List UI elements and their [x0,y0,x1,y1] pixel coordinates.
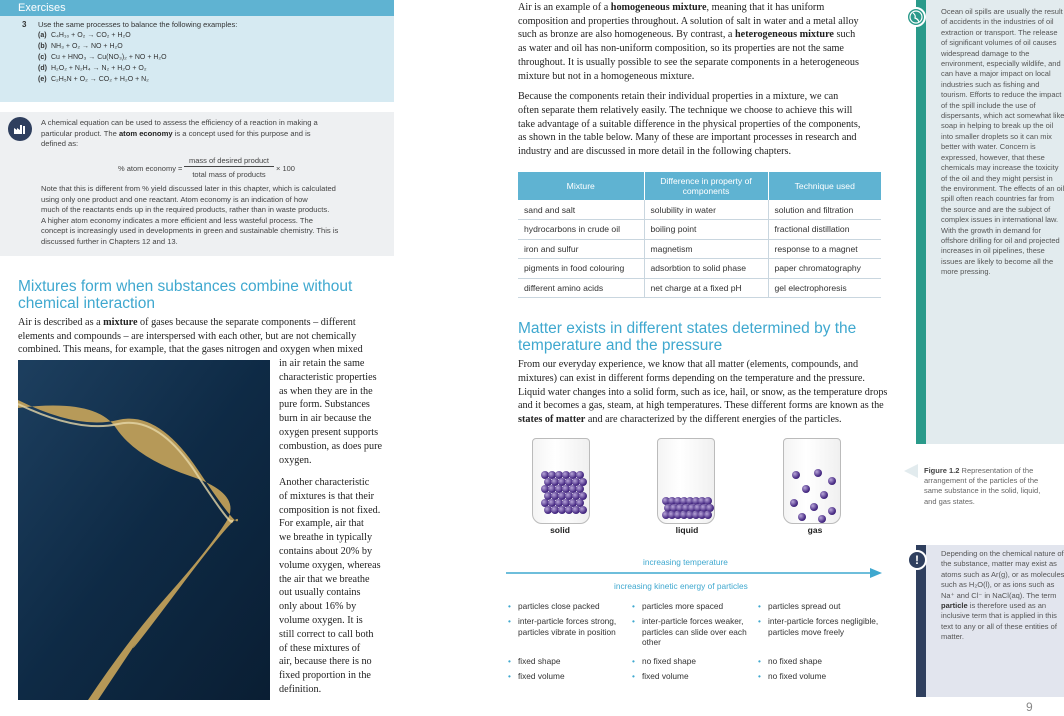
separation-intro-line: Because the components retain their individual properties in a mixture, we can [518,91,839,102]
table-cell: gel electrophoresis [768,278,881,298]
solid-jar [532,438,590,524]
exercise-item: (a) C₄H₁₀ + O₂ → CO₂ + H₂O [38,32,131,39]
mixtures-column-line: of these mixtures of [279,642,361,654]
table-cell: net charge at a fixed pH [644,278,768,298]
mixtures-column-line: in air retain the same [279,358,365,369]
mixtures-column-line: only about 16% by [279,601,357,613]
exercises-header: Exercises [0,0,394,16]
atom-intro-line: defined as: [41,139,79,148]
mixtures-column-line: volume oxygen, whereas [279,559,381,571]
table-header-cell: Technique used [768,172,881,200]
separation-intro-line: as shown in the table below. Many of these are important processes in research and [518,132,857,144]
state-bullet: • no fixed volume [758,671,880,682]
state-bullet: • particles close packed [508,601,630,612]
state-bullet: • inter-particle forces negligible, particles move freely [758,616,880,637]
table-row [518,259,881,279]
mixtures-column-line: definition. [279,684,322,695]
table-header-cell: Difference in property of components [644,172,768,200]
table-cell: solubility in water [644,200,768,220]
particle-dot [810,503,818,511]
figure-caption: Figure 1.2 Representation of the arrangement of the particles of the same substance in the solid, liquid, and gas states. [924,466,1041,506]
states-body-line: mixtures) can exist in different forms depending on the temperature and the pressure. [518,372,865,384]
particle-dot [798,513,806,521]
table-cell: paper chromatography [768,259,881,279]
mixtures-column-line: still correct to call both [279,628,374,640]
state-bullet: • inter-particle forces weaker, particles can slide over each other [632,616,754,648]
atom-intro-line: particular product. The atom economy is a concept used for this purpose and is [41,128,311,138]
mixtures-column-line: For example, air that [279,518,364,530]
arrow-label-kinetic: increasing kinetic energy of particles [614,581,748,591]
particle-dot [828,477,836,485]
table-row [518,278,881,298]
table-cell: pigments in food colouring [518,259,644,279]
table-cell: sand and salt [518,200,644,220]
table-row [518,200,881,220]
exercise-item: (d) H₂O₂ + N₂H₄ → N₂ + H₂O + O₂ [38,65,147,72]
state-bullet: • fixed volume [632,671,754,682]
particle-dot [820,491,828,499]
table-cell: different amino acids [518,278,644,298]
table-header-cell: Mixture [518,172,644,200]
homogeneous-line: as water and oil has non-uniform composition, so its properties are not the same [518,43,844,55]
table-cell: hydrocarbons in crude oil [518,220,644,240]
mixtures-column-line: the air that we breathe [279,573,370,585]
particle-dot [704,511,712,519]
caption-pointer [904,464,918,478]
oil-spill-text: Ocean oil spills are usually the result of accidents in the industries of oil extraction or transport. The release of significant volumes of oil causes widespread damage to the environment, especially wildlife, and can have a major impact on local industries such as fishing and tourism. Efforts to reduce the impact of the spill include the use of dispersants, which act somewhat like soap in helping to break up the oil into smaller droplets so it can mix better with water. Concern is expressed, however, that these chemicals may increase the toxicity of the oil and they might persist in the environment. The effects of an oil spill often reach countries far from the source and are the subject of complex issues in international law. With the growth in demand for offshore drilling for oil and projected increases in oil pipelines, these issues are likely to become all the more pressing. [941,7,1064,277]
mixtures-body-line: elements and compounds – are interspersed with each other, but are not chemically [18,330,357,342]
formula-multiplier: × 100 [276,164,295,173]
exercise-item: (c) Cu + HNO₃ → Cu(NO₃)₂ + NO + H₂O [38,54,167,61]
liquid-label: liquid [675,525,699,535]
atom-note-line: concept is increasingly used in developments in green and sustainable chemistry. This is [41,226,339,235]
mixtures-column-line: of mixtures is that their [279,490,375,502]
exclamation-icon: ! [907,550,927,570]
formula-lhs: % atom economy = [118,164,183,173]
sidebar-accent-bar [916,0,926,444]
mixtures-column-line: burn in air because the [279,413,372,425]
particle-dot [828,507,836,515]
mixtures-column-line: contains about 20% by [279,546,373,557]
factory-icon [8,117,32,141]
states-heading: Matter exists in different states determined by the [518,320,857,337]
mixtures-column-line: characteristic properties [279,371,377,383]
atom-note-line: A higher atom economy indicates a more efficient and less wasteful process. The [41,215,313,225]
table-cell: fractional distillation [768,220,881,240]
particle-dot [579,506,587,514]
particle-dot [802,485,810,493]
state-bullet: • inter-particle forces strong, particles vibrate in position [508,616,630,637]
particle-dot [790,499,798,507]
mixtures-heading: chemical interaction [18,295,155,312]
states-body-line: Liquid water changes into a solid form, such as ice, hail, or snow, as the temperature drops [518,386,888,398]
mixtures-column-line: fixed proportion in the [279,670,371,682]
gas-label: gas [807,525,823,535]
homogeneous-line: such as bronze are also homogeneous. By contrast, a heterogeneous mixture such [518,29,856,41]
solid-label: solid [550,525,570,535]
particle-dot [818,515,826,523]
atom-intro-line: A chemical equation can be used to assess the efficiency of a reaction in making a [41,118,318,127]
state-bullet: • fixed volume [508,671,630,682]
table-cell: adsorbtion to solid phase [644,259,768,279]
homogeneous-line: composition and properties throughout. A solution of salt in water and a metal alloy [518,15,859,27]
atom-note-line: much of the reactants ends up in the required products, rather than in waste products. [41,205,330,214]
exercise-instruction: Use the same processes to balance the following examples: [38,20,238,29]
mixtures-column-line: pure form. Substances [279,399,370,411]
mixtures-column-line: out usually contains [279,587,361,599]
mixtures-body-line: combined. This means, for example, that the gases nitrogen and oxygen when mixed [18,344,363,355]
table-cell: solution and filtration [768,200,881,220]
state-bullet: • no fixed shape [632,656,754,667]
atom-note-line: discussed further in Chapters 12 and 13. [41,236,178,246]
arrow-label-temperature: increasing temperature [643,557,728,567]
state-bullet: • particles spread out [758,601,880,612]
separation-table [518,172,881,298]
separation-intro-line: take advantage of a suitable difference in the physical properties of the components, [518,118,861,130]
mixtures-column-line: Another characteristic [279,477,370,488]
formula-denominator: total mass of products [192,170,266,179]
mixtures-column-line: air, because there is no [279,656,372,668]
mixtures-column-line: we breathe in typically [279,532,373,544]
homogeneous-line: mixture but not in a homogeneous mixture. [518,70,695,82]
mixtures-column-line: oxygen present supports [279,427,379,438]
state-bullet: • particles more spaced [632,601,754,612]
state-bullet: • fixed shape [508,656,630,667]
atom-note-line: using only one product and one reactant. Atom economy is an indication of how [41,194,308,204]
globe-icon [906,7,926,27]
separation-intro-line: often separate them relatively easily. The technique we choose to achieve this will [518,104,853,116]
table-row [518,239,881,259]
mixtures-heading: Mixtures form when substances combine without [18,278,353,295]
exercise-item: (e) C₂H₅N + O₂ → CO₂ + H₂O + N₂ [38,76,149,83]
mixtures-column-line: oxygen. [279,454,312,466]
atom-note-line: Note that this is different from % yield discussed later in this chapter, which is calculated [41,184,336,193]
mixtures-body-line: Air is described as a mixture of gases because the separate components – different [18,317,356,328]
homogeneous-line: Air is an example of a homogeneous mixture, meaning that it has uniform [518,2,825,13]
states-last-line: states of matter and are characterized by the different energies of the particles. [518,414,842,425]
states-body-line: and it becomes a gas, steam, at high temperatures. These different forms are known as the [518,400,884,412]
oil-spill-photo [18,360,270,700]
formula-numerator: mass of desired product [184,156,274,167]
table-cell: response to a magnet [768,239,881,259]
particle-dot [814,469,822,477]
mixtures-column-line: combustion, as does pure [279,440,382,452]
states-heading: temperature and the pressure [518,337,723,354]
particle-note-text: Depending on the chemical nature of the substance, matter may exist as atoms such as Ar(g), or as molecules such as H₂O(l), or as ions such as Na⁺ and Cl⁻ in NaCl(aq). The term particle is therefore used as an inclusive term that is applied in this text to any or all of these entities of matter. [941,549,1064,642]
page-number: 9 [1026,700,1033,714]
right-arrow-icon [506,566,882,580]
liquid-jar [657,438,715,524]
table-cell: iron and sulfur [518,239,644,259]
gas-jar [783,438,841,524]
table-row [518,220,881,240]
mixtures-column-line: composition is not fixed. [279,504,381,516]
particle-dot [792,471,800,479]
exercise-number: 3 [22,20,27,29]
table-cell: boiling point [644,220,768,240]
separation-intro-line: industry and are discussed in more detail in the following chapters. [518,146,792,158]
table-cell: magnetism [644,239,768,259]
states-body-line: From our everyday experience, we know that all matter (elements, compounds, and [518,359,859,370]
state-bullet: • no fixed shape [758,656,880,667]
mixtures-column-line: as when they are in the [279,385,373,397]
homogeneous-line: throughout. It is usually possible to see the separate components in a heterogeneous [518,56,859,68]
mixtures-column-line: volume oxygen. It is [279,615,363,626]
exercise-item: (b) NH₃ + O₂ → NO + H₂O [38,43,123,50]
